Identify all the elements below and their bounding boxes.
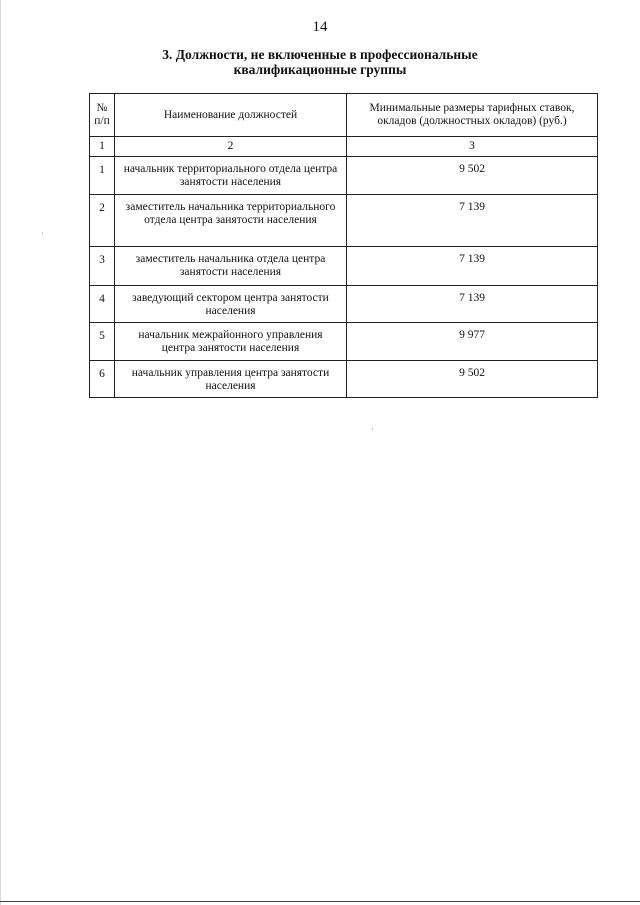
table-row xyxy=(90,361,598,398)
salary-value: 7 139 xyxy=(347,247,598,286)
scan-margin-line xyxy=(0,0,1,905)
position-name: начальник территориального отдела центра занятости населения xyxy=(115,157,347,195)
header-salary-line-2: окладов (должностных окладов) (руб.) xyxy=(377,115,567,127)
table-header-row xyxy=(90,94,598,137)
position-name: заместитель начальника отдела центра занятости населения xyxy=(115,247,347,286)
table-row xyxy=(90,195,598,247)
position-name: начальник межрайонного управления центра занятости населения xyxy=(115,323,347,361)
salary-value: 7 139 xyxy=(347,195,598,247)
row-number: 5 xyxy=(90,323,115,361)
column-number: 1 xyxy=(90,137,115,157)
header-number-line-1: № xyxy=(96,102,108,114)
table-row xyxy=(90,247,598,286)
page-number: 14 xyxy=(312,19,328,35)
column-number: 3 xyxy=(347,137,598,157)
header-number xyxy=(90,94,115,137)
table-row xyxy=(90,157,598,195)
salary-value: 9 502 xyxy=(347,361,598,398)
header-number-line-2: п/п xyxy=(94,115,110,127)
column-number: 2 xyxy=(115,137,347,157)
section-title xyxy=(0,47,640,77)
header-position-name: Наименование должностей xyxy=(115,94,347,137)
row-number: 2 xyxy=(90,195,115,247)
position-name: заведующий сектором центра занятости населения xyxy=(115,286,347,323)
scan-speck xyxy=(372,428,373,430)
scan-bottom-edge xyxy=(0,901,640,902)
section-title-line-2: квалификационные группы xyxy=(233,62,407,77)
position-name: заместитель начальника территориального отдела центра занятости населения xyxy=(115,195,347,247)
scan-speck xyxy=(42,232,43,234)
position-name: начальник управления центра занятости населения xyxy=(115,361,347,398)
row-number: 3 xyxy=(90,247,115,286)
header-salary-line-1: Минимальные размеры тарифных ставок, xyxy=(369,102,575,114)
salary-value: 9 502 xyxy=(347,157,598,195)
header-salary xyxy=(347,94,598,137)
salary-value: 9 977 xyxy=(347,323,598,361)
table-row xyxy=(90,286,598,323)
positions-table xyxy=(89,93,598,398)
row-number: 4 xyxy=(90,286,115,323)
salary-value: 7 139 xyxy=(347,286,598,323)
row-number: 1 xyxy=(90,157,115,195)
column-number-row xyxy=(90,137,598,157)
table-row xyxy=(90,323,598,361)
row-number: 6 xyxy=(90,361,115,398)
section-title-line-1: 3. Должности, не включенные в профессиональные xyxy=(162,47,478,62)
